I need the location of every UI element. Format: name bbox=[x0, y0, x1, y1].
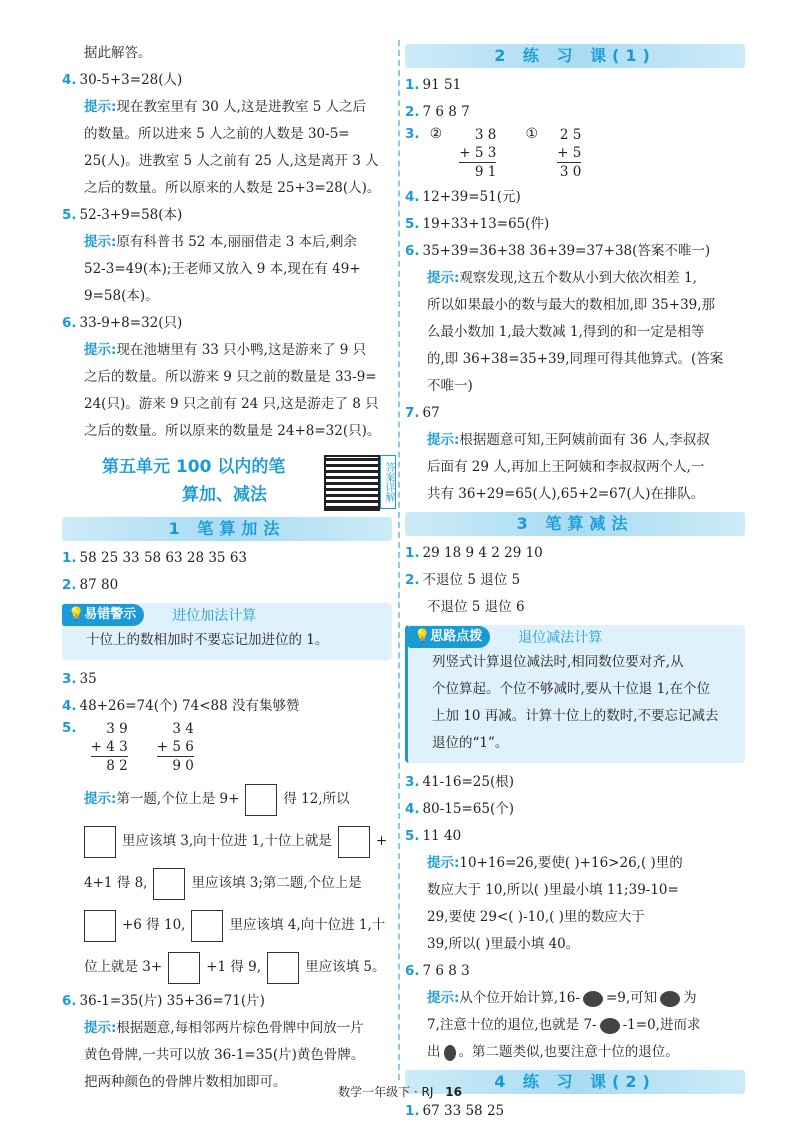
text-line: 之后的数量。所以原来的数量是 24+8=32(只)。 bbox=[84, 423, 381, 439]
text-line: 4+1 得 8, 里应该填 3;第二题,个位上是 bbox=[62, 862, 392, 904]
answer-3: $^{3.}$ ② 3 8 + 5 3 9 1 ① 2 5 + 5 3 0 bbox=[405, 126, 582, 180]
answer-3: 3. 35 bbox=[62, 671, 97, 687]
text-line: 7,注意十位的退位,也就是 7- -1=0,进而求 bbox=[427, 1017, 701, 1033]
text-line: +6 得 10, 里应该填 4,向十位进 1,十 bbox=[62, 904, 392, 946]
hint-5b: 提示:第一题,个位上是 9+ 得 12,所以 bbox=[62, 778, 392, 820]
section-banner-3: 3 笔算减法 bbox=[405, 512, 745, 536]
answer-2-cont: 不退位 5 退位 6 bbox=[427, 599, 525, 615]
hint-6: 提示:现在池塘里有 33 只小鸭,这是游来了 9 只 bbox=[84, 342, 367, 358]
answer-4b: 4. 48+26=74(个) 74<88 没有集够赞 bbox=[62, 698, 300, 714]
answer-3: 3. 41-16=25(根) bbox=[405, 774, 514, 790]
vertical-calc: 2 5 + 5 3 0 bbox=[557, 127, 582, 180]
blank-box bbox=[168, 952, 200, 984]
unit-title-1: 第五单元 100 以内的笔 bbox=[102, 457, 286, 477]
answer-1: 1. 29 18 9 4 2 29 10 bbox=[405, 545, 543, 561]
blank-box bbox=[267, 952, 299, 984]
blank-box bbox=[153, 868, 185, 900]
text-line: 里应该填 3,向十位进 1,十位上就是 + bbox=[62, 820, 392, 862]
hint-7: 提示:根据题意可知,王阿姨前面有 36 人,李叔叔 bbox=[427, 432, 710, 448]
vertical-calc: 3 4 + 5 6 9 0 bbox=[156, 721, 194, 774]
qr-code-icon[interactable] bbox=[324, 455, 380, 511]
text-line: 的,即 36+38=35+39,同理可得其他算式。(答案 bbox=[427, 351, 724, 367]
hint-6: 提示:从个位开始计算,16- =9,可知 为 bbox=[427, 990, 697, 1006]
warning-title: 进位加法计算 bbox=[172, 608, 257, 624]
hidden-digit-icon bbox=[583, 991, 603, 1007]
hint-4: 提示:现在教室里有 30 人,这是进教室 5 人之后 bbox=[84, 99, 367, 115]
text-line: 29,要使 29<( )-10,( )里的数应大于 bbox=[427, 909, 645, 925]
answer-6: 6. 35+39=36+38 36+39=37+38(答案不唯一) bbox=[405, 243, 711, 259]
text-line: 所以如果最小的数与最大的数相加,即 35+39,那 bbox=[427, 297, 716, 313]
answer-6b: 6. 36-1=35(片) 35+36=71(片) bbox=[62, 993, 265, 1009]
text-line: 么最小数加 1,最大数减 1,得到的和一定是相等 bbox=[427, 324, 705, 340]
blank-box bbox=[84, 910, 116, 942]
text-line: 后面有 29 人,再加上王阿姨和李叔叔两个人,一 bbox=[427, 459, 705, 475]
section-banner-1: 1 笔算加法 bbox=[62, 517, 392, 541]
blank-box bbox=[338, 826, 370, 858]
text-line: 黄色骨牌,一共可以放 36-1=35(片)黄色骨牌。 bbox=[84, 1047, 365, 1063]
answer-2: 2. 87 80 bbox=[62, 577, 119, 593]
unit-header bbox=[62, 451, 392, 513]
circled-mark: ② bbox=[429, 126, 443, 142]
text-line: 位上就是 3+ +1 得 9, 里应该填 5。 bbox=[62, 946, 392, 988]
left-column bbox=[62, 40, 392, 1096]
text-line: 出 。第二题类似,也要注意十位的退位。 bbox=[427, 1044, 679, 1060]
tip-text: 退位的“1”。 bbox=[432, 735, 509, 751]
answer-6: 6. 7 6 8 3 bbox=[405, 963, 470, 979]
tip-text: 个位算起。个位不够减时,要从十位退 1,在个位 bbox=[432, 681, 710, 697]
answer-1: 1. 91 51 bbox=[405, 77, 462, 93]
text-line: 之后的数量。所以原来的人数是 25+3=28(人)。 bbox=[84, 180, 381, 196]
answer-5: 5. 19+33+13=65(件) bbox=[405, 216, 550, 232]
text-line: 共有 36+29=65(人),65+2=67(人)在排队。 bbox=[427, 486, 705, 502]
answer-5: 5. 52-3+9=58(本) bbox=[62, 207, 183, 223]
hidden-digit-icon bbox=[444, 1045, 456, 1061]
answer-2: 2. 不退位 5 退位 5 bbox=[405, 572, 521, 588]
blank-box bbox=[245, 784, 277, 816]
hint-6: 提示:观察发现,这五个数从小到大依次相差 1, bbox=[427, 270, 697, 286]
blank-box bbox=[191, 910, 223, 942]
answer-4: 4. 80-15=65(个) bbox=[405, 801, 514, 817]
text-line: 之后的数量。所以游来 9 只之前的数量是 33-9= bbox=[84, 369, 377, 385]
thinking-tip-box bbox=[405, 625, 745, 763]
hint-5: 提示:原有科普书 52 本,丽丽借走 3 本后,剩余 bbox=[84, 234, 357, 250]
blank-box bbox=[84, 826, 116, 858]
text-line: 不唯一) bbox=[427, 378, 473, 394]
lightbulb-icon: 💡 bbox=[68, 607, 85, 622]
section-banner-2: 2 练 习 课(1) bbox=[405, 44, 745, 68]
unit-title-2: 算加、减法 bbox=[182, 485, 267, 505]
text-line: 据此解答。 bbox=[84, 45, 152, 61]
tip-label: 💡思路点拨 bbox=[408, 626, 490, 648]
text-line: 数应大于 10,所以( )里最小填 11;39-10= bbox=[427, 882, 679, 898]
answer-6: 6. 33-9+8=32(只) bbox=[62, 315, 183, 331]
hidden-digit-icon bbox=[600, 1018, 620, 1034]
tip-text: 列竖式计算退位减法时,相同数位要对齐,从 bbox=[432, 654, 684, 670]
answer-1: 1. 58 25 33 58 63 28 35 63 bbox=[62, 550, 247, 566]
text-line: 52-3=49(本);王老师又放入 9 本,现在有 49+ bbox=[84, 261, 361, 277]
answer-4: 4. 12+39=51(元) bbox=[405, 189, 521, 205]
hidden-digit-icon bbox=[660, 991, 680, 1007]
text-line: 39,所以( )里最小填 40。 bbox=[427, 936, 580, 952]
text-line: 的数量。所以进来 5 人之前的人数是 30-5= bbox=[84, 126, 350, 142]
answer-4: 4. 30-5+3=28(人) bbox=[62, 72, 183, 88]
hint-6b: 提示:根据题意,每相邻两片棕色骨牌中间放一片 bbox=[84, 1020, 364, 1036]
answer-2: 2. 7 6 8 7 bbox=[405, 104, 470, 120]
column-divider bbox=[398, 40, 400, 1080]
answer-detail-tag: 答案详解 bbox=[380, 455, 396, 509]
tip-text: 上加 10 再减。计算十位上的数时,不要忘记减去 bbox=[432, 708, 719, 724]
warning-text: 十位上的数相加时不要忘记加进位的 1。 bbox=[86, 632, 329, 648]
error-warning-box bbox=[62, 603, 392, 660]
page-footer bbox=[0, 1083, 800, 1100]
book-label: 数学一年级下 · RJ bbox=[338, 1085, 434, 1099]
text-line: 24(只)。游来 9 只之前有 24 只,这是游走了 8 只 bbox=[84, 396, 379, 412]
vertical-calc: 3 8 + 5 3 9 1 bbox=[459, 127, 497, 180]
answer-5b: $^{5.}$ 3 9 + 4 3 8 2 3 4 + 5 6 9 0 bbox=[62, 720, 194, 774]
vertical-calc: 3 9 + 4 3 8 2 bbox=[90, 721, 128, 774]
lightbulb-icon: 💡 bbox=[414, 629, 431, 644]
warning-label: 💡易错警示 bbox=[62, 604, 144, 626]
text-line: 25(人)。进教室 5 人之前有 25 人,这是离开 3 人 bbox=[84, 153, 379, 169]
page-number: 16 bbox=[445, 1085, 462, 1099]
tip-title: 退位减法计算 bbox=[518, 630, 603, 646]
answer-5: 5. 11 40 bbox=[405, 828, 462, 844]
right-column bbox=[405, 40, 745, 1125]
text-line: 9=58(本)。 bbox=[84, 288, 159, 304]
answer-7: 7. 67 bbox=[405, 405, 440, 421]
hint-5: 提示:10+16=26,要使( )+16>26,( )里的 bbox=[427, 855, 683, 871]
text-line: 把两种颜色的骨牌片数相加即可。 bbox=[84, 1074, 287, 1090]
answer-1: 1. 67 33 58 25 bbox=[405, 1103, 505, 1119]
circled-mark: ① bbox=[525, 126, 539, 142]
section-banner-4: 4 练 习 课(2) bbox=[405, 1070, 745, 1094]
